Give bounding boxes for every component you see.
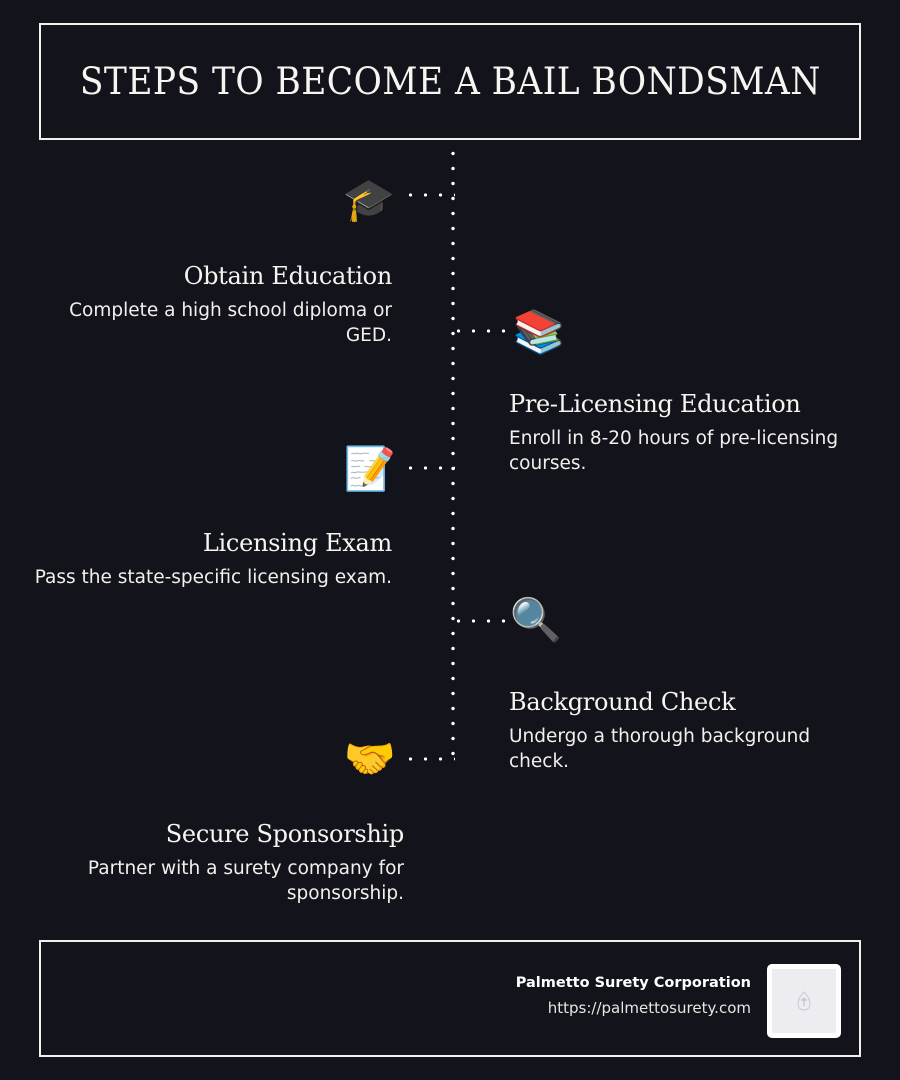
step-description: Partner with a surety company for sponsorship. <box>87 858 404 904</box>
step-obtain-education <box>32 262 392 348</box>
step-secure-sponsorship <box>44 820 404 906</box>
step-licensing-exam <box>32 529 392 590</box>
step-title: Pre-Licensing Education <box>509 390 801 418</box>
step-description: Enroll in 8-20 hours of pre-licensing courses. <box>509 428 839 474</box>
logo-placeholder <box>772 969 836 1033</box>
step-description: Undergo a thorough background check. <box>509 726 811 772</box>
step-background-check <box>509 688 869 774</box>
magnifying-glass-icon: 🔍 <box>509 595 563 644</box>
step-pre-licensing-education <box>509 390 879 476</box>
connector-step-5 <box>403 757 455 761</box>
memo-pencil-icon: 📝 <box>343 444 397 493</box>
company-url[interactable]: https://palmettosurety.com <box>547 999 751 1017</box>
company-name: Palmetto Surety Corporation <box>515 975 751 991</box>
handshake-icon: 🤝 <box>343 734 397 783</box>
connector-step-2 <box>451 329 507 333</box>
step-description: Pass the state-specific licensing exam. <box>34 567 392 588</box>
books-icon: 📚 <box>512 307 566 356</box>
connector-step-3 <box>403 466 455 470</box>
connector-step-4 <box>451 619 507 623</box>
company-logo <box>767 964 841 1038</box>
palmetto-logo-icon <box>796 991 812 1011</box>
footer <box>39 940 861 1057</box>
step-title: Obtain Education <box>183 262 392 290</box>
step-title: Background Check <box>509 688 736 716</box>
title-banner <box>39 23 861 140</box>
connector-step-1 <box>403 193 455 197</box>
graduation-cap-icon: 🎓 <box>342 175 396 224</box>
footer-company-info <box>516 975 751 1017</box>
step-description: Complete a high school diploma or GED. <box>69 300 392 346</box>
step-title: Secure Sponsorship <box>165 820 404 848</box>
page-title: STEPS TO BECOME A BAIL BONDSMAN <box>79 60 821 103</box>
timeline-dotted-line <box>451 146 455 762</box>
step-title: Licensing Exam <box>202 529 392 557</box>
